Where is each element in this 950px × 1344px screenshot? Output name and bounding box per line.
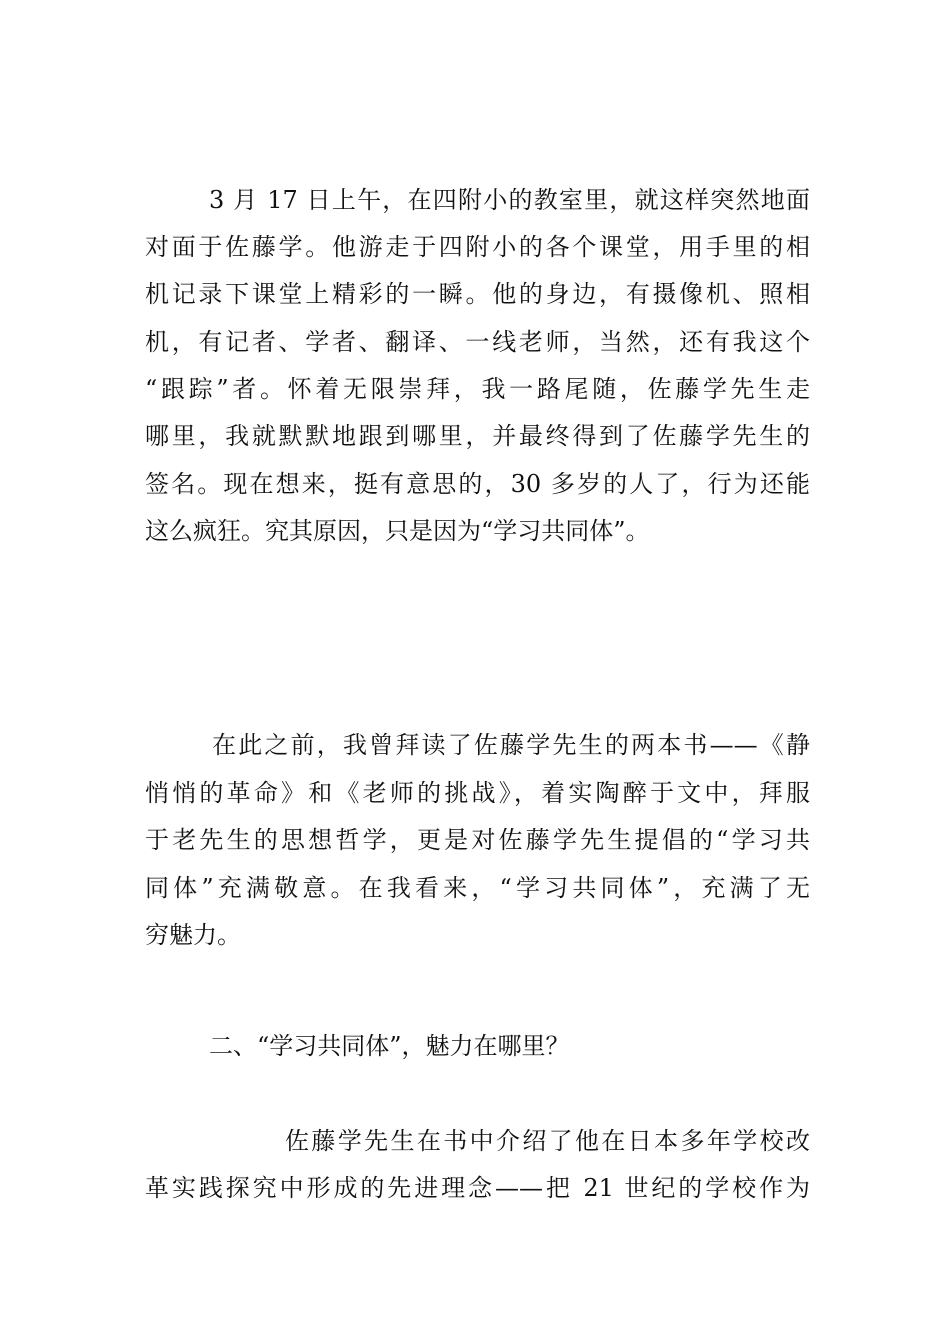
paragraph-1-line-8: 这么疯狂。究其原因，只是因为“学习共同体”。 [145, 517, 650, 545]
paragraph-1-line-7: 签名。现在想来，挺有意思的，30 多岁的人了，行为还能 [145, 470, 810, 498]
paragraph-2-line-1: 在此之前，我曾拜读了佐藤学先生的两本书——《静 [212, 731, 810, 759]
paragraph-1-line-2: 对面于佐藤学。他游走于四附小的各个课堂，用手里的相 [145, 233, 810, 261]
paragraph-2-line-3: 于老先生的思想哲学，更是对佐藤学先生提倡的“学习共 [145, 826, 810, 854]
paragraph-2-line-5: 穷魅力。 [145, 921, 241, 949]
paragraph-2-line-4: 同体”充满敬意。在我看来，“学习共同体”，充满了无 [145, 874, 810, 902]
paragraph-1-line-5: “跟踪”者。怀着无限崇拜，我一路尾随，佐藤学先生走 [145, 375, 810, 403]
paragraph-3-line-2: 革实践探究中形成的先进理念——把 21 世纪的学校作为 [145, 1174, 810, 1202]
paragraph-2-line-2: 悄悄的革命》和《老师的挑战》，着实陶醉于文中，拜服 [145, 779, 810, 807]
section-heading: 二、“学习共同体”，魅力在哪里？ [209, 1032, 570, 1060]
paragraph-1-line-4: 机，有记者、学者、翻译、一线老师，当然，还有我这个 [145, 328, 810, 356]
paragraph-1-line-6: 哪里，我就默默地跟到哪里，并最终得到了佐藤学先生的 [145, 422, 810, 450]
paragraph-1-line-1: 3 月 17 日上午，在四附小的教室里，就这样突然地面 [209, 186, 810, 214]
paragraph-1-line-3: 机记录下课堂上精彩的一瞬。他的身边，有摄像机、照相 [145, 280, 810, 308]
paragraph-3-line-1: 佐藤学先生在书中介绍了他在日本多年学校改 [285, 1127, 810, 1155]
